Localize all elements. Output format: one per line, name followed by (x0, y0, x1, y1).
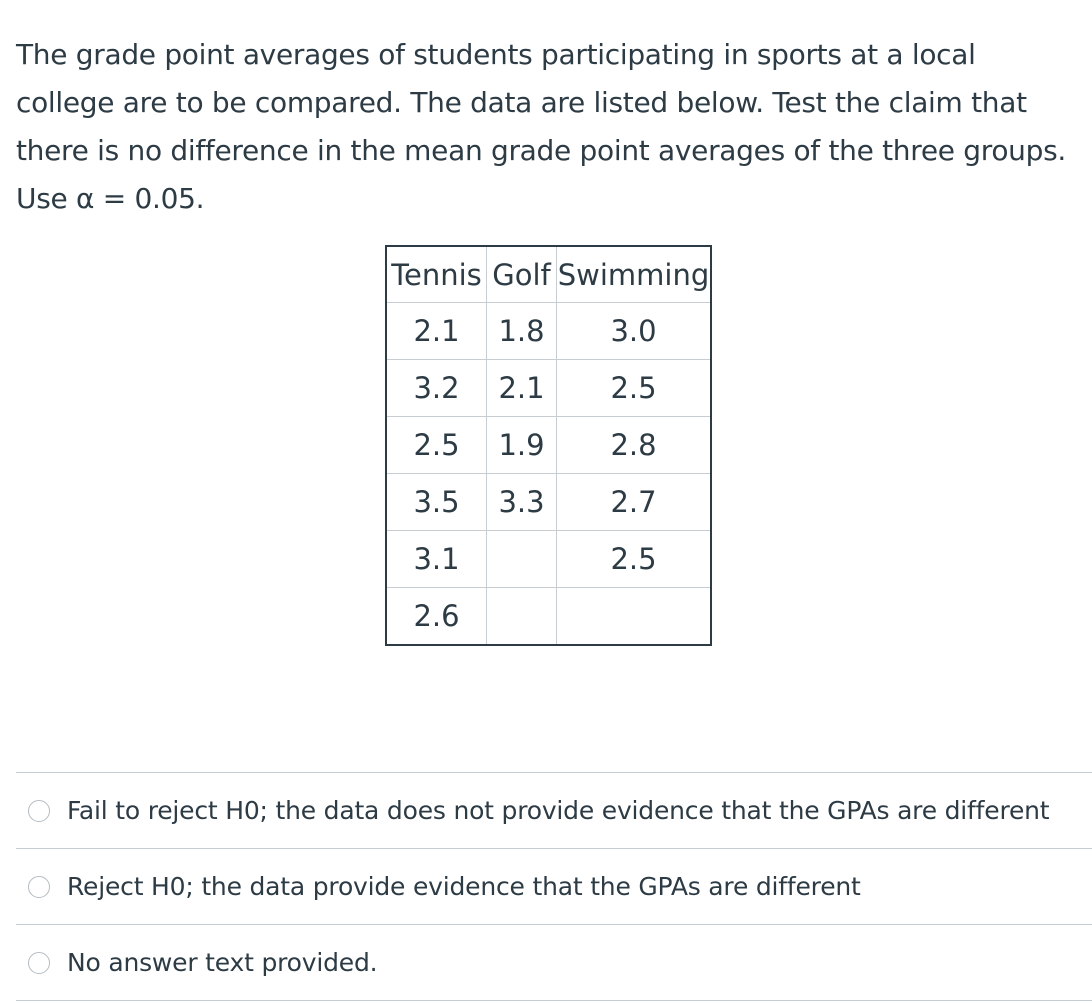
table-cell: 2.5 (557, 531, 712, 588)
table-cell: 2.7 (557, 474, 712, 531)
question-text (16, 31, 1086, 223)
table-cell: 1.9 (487, 417, 557, 474)
table-cell: 3.5 (386, 474, 487, 531)
table-cell (487, 588, 557, 646)
question-line: there is no difference in the mean grade point averages of the three groups. (16, 134, 1066, 167)
answer-label[interactable]: No answer text provided. (67, 948, 378, 977)
table-cell: 2.6 (386, 588, 487, 646)
table-cell: 3.2 (386, 360, 487, 417)
answer-label[interactable]: Fail to reject H0; the data does not provide evidence that the GPAs are different (67, 796, 1050, 825)
table-header-row (386, 246, 711, 303)
table-cell: 2.1 (386, 303, 487, 360)
table-row (386, 588, 711, 646)
column-header-golf: Golf (487, 246, 557, 303)
table-cell (557, 588, 712, 646)
table-cell: 2.1 (487, 360, 557, 417)
table-row (386, 474, 711, 531)
column-header-tennis: Tennis (386, 246, 487, 303)
table-row (386, 360, 711, 417)
question-line: The grade point averages of students participating in sports at a local (16, 38, 976, 71)
question-line: college are to be compared. The data are listed below. Test the claim that (16, 86, 1027, 119)
question-line: Use α = 0.05. (16, 182, 205, 215)
table-cell: 3.3 (487, 474, 557, 531)
table-cell (487, 531, 557, 588)
table-cell: 2.8 (557, 417, 712, 474)
answer-list (16, 772, 1092, 1001)
table-cell: 2.5 (557, 360, 712, 417)
table-cell: 1.8 (487, 303, 557, 360)
table-cell: 3.0 (557, 303, 712, 360)
radio-button[interactable] (28, 952, 50, 974)
table-cell: 2.5 (386, 417, 487, 474)
table-row (386, 531, 711, 588)
column-header-swimming: Swimming (557, 246, 712, 303)
answer-label[interactable]: Reject H0; the data provide evidence that the GPAs are different (67, 872, 861, 901)
radio-button[interactable] (28, 876, 50, 898)
gpa-data-table (385, 245, 712, 646)
answer-option-fail-to-reject[interactable] (16, 772, 1092, 848)
answer-option-no-text[interactable] (16, 924, 1092, 1001)
radio-button[interactable] (28, 800, 50, 822)
table-row (386, 417, 711, 474)
table-cell: 3.1 (386, 531, 487, 588)
table-row (386, 303, 711, 360)
answer-option-reject[interactable] (16, 848, 1092, 924)
